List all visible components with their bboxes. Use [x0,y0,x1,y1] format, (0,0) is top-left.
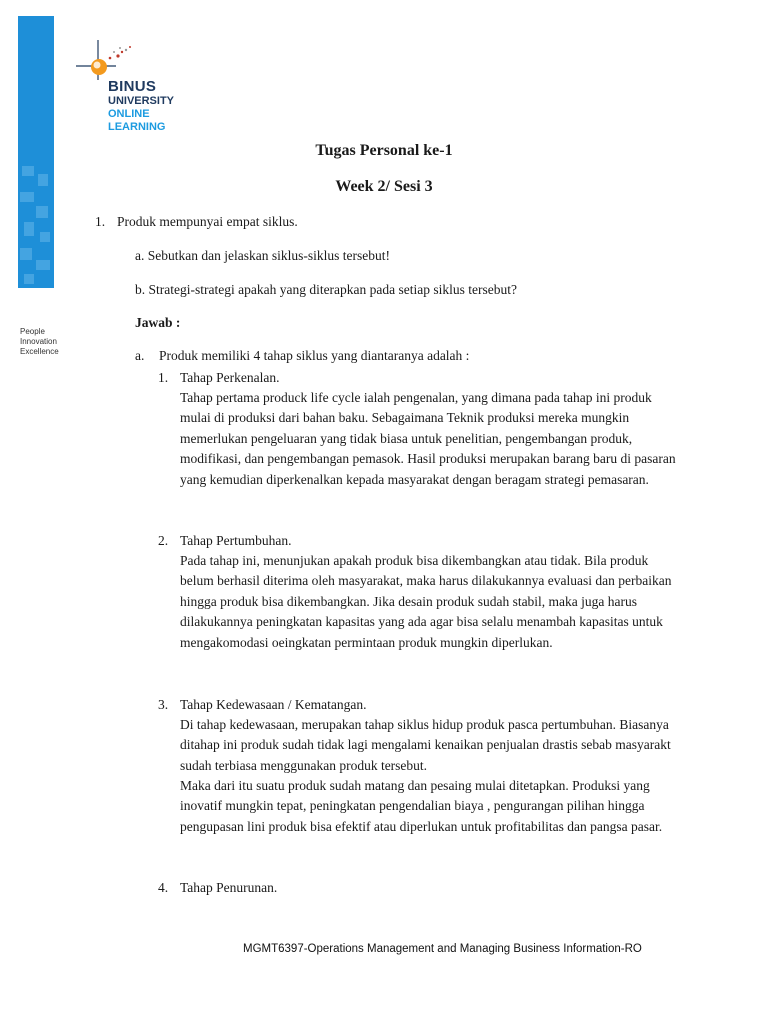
answer-heading: Jawab : [135,315,181,330]
logo-text-binus: BINUS [108,78,157,95]
question-part-a: a. Sebutkan dan jelaskan siklus-siklus tersebut! [135,248,390,263]
page-footer: MGMT6397-Operations Management and Managing Business Information-RO [243,943,642,955]
question-text: Produk mempunyai empat siklus. [117,214,298,229]
list-item-heading: Tahap Perkenalan. [180,370,280,385]
question-part-b: b. Strategi-strategi apakah yang diterapkan pada setiap siklus tersebut? [135,282,517,297]
tagline-line: Innovation [20,337,57,346]
question-number: 1. [95,214,106,229]
binus-logo [72,36,192,146]
logo-text-learning: LEARNING [108,121,166,133]
list-item-number: 2. [158,533,169,548]
sidebar-tagline [20,327,59,357]
tagline-line: People [20,327,45,336]
logo-text-online: ONLINE [108,108,150,120]
document-title: Tugas Personal ke-1 [315,142,453,159]
document-subtitle: Week 2/ Sesi 3 [335,178,433,195]
logo-text-university: UNIVERSITY [108,95,175,107]
list-item-number: 3. [158,697,169,712]
answer-a-text: Produk memiliki 4 tahap siklus yang diantaranya adalah : [159,348,470,363]
list-item-body: Di tahap kedewasaan, merupakan tahap siklus hidup produk pasca pertumbuhan. Biasanya ditahap ini produk sudah tidak lagi mengalami kenaikan penjualan drastis sebab masyarakt sudah terbiasa menggunakan produk tersebut. [180,717,671,773]
list-item-heading: Tahap Kedewasaan / Kematangan. [180,697,367,712]
list-item-heading: Tahap Penurunan. [180,880,278,895]
list-item-number: 4. [158,880,169,895]
list-item-heading: Tahap Pertumbuhan. [180,533,292,548]
list-item-body: Pada tahap ini, menunjukan apakah produk bisa dikembangkan atau tidak. Bila produk belum berhasil diterima oleh masyarakat, maka harus dilakukannya evaluasi dan perbaikan hingga produk bisa dikembangkan. Jika desain produk sudah stabil, maka juga harus dilakukannya peningkatan kapasitas yang ada agar bisa selalu menambah kapasitas untuk mengakomodasi oeingkatan permintaan produk mungkin diperlukan. [180,553,672,650]
list-item-body: Tahap pertama produck life cycle ialah pengenalan, yang dimana pada tahap ini produk mulai di produksi dari bahan baku. Sebagaimana Teknik produksi mereka mungkin memerlukan pengeluaran yang tidak biasa untuk penelitian, pengembangan produk, modifikasi, dan pengembangan pemasok. Hasil produksi merupakan barang baru di pasaran yang kemudian diperkenalkan kepada masyarakat dengan beragam strategi pemasaran. [180,390,676,487]
answer-a-label: a. [135,348,145,363]
tagline-line: Excellence [20,347,59,356]
logo-emblem-icon [72,36,192,82]
list-item-number: 1. [158,370,169,385]
list-item-body-continued: Maka dari itu suatu produk sudah matang dan pesaing mulai ditetapkan. Produksi yang inovatif mungkin tepat, peningkatan pengendalian biaya , pengurangan pilihan hingga pengupasan lini produk bisa efektif atau diperlukan untuk profitabilitas dan pangsa pasar. [180,778,663,834]
